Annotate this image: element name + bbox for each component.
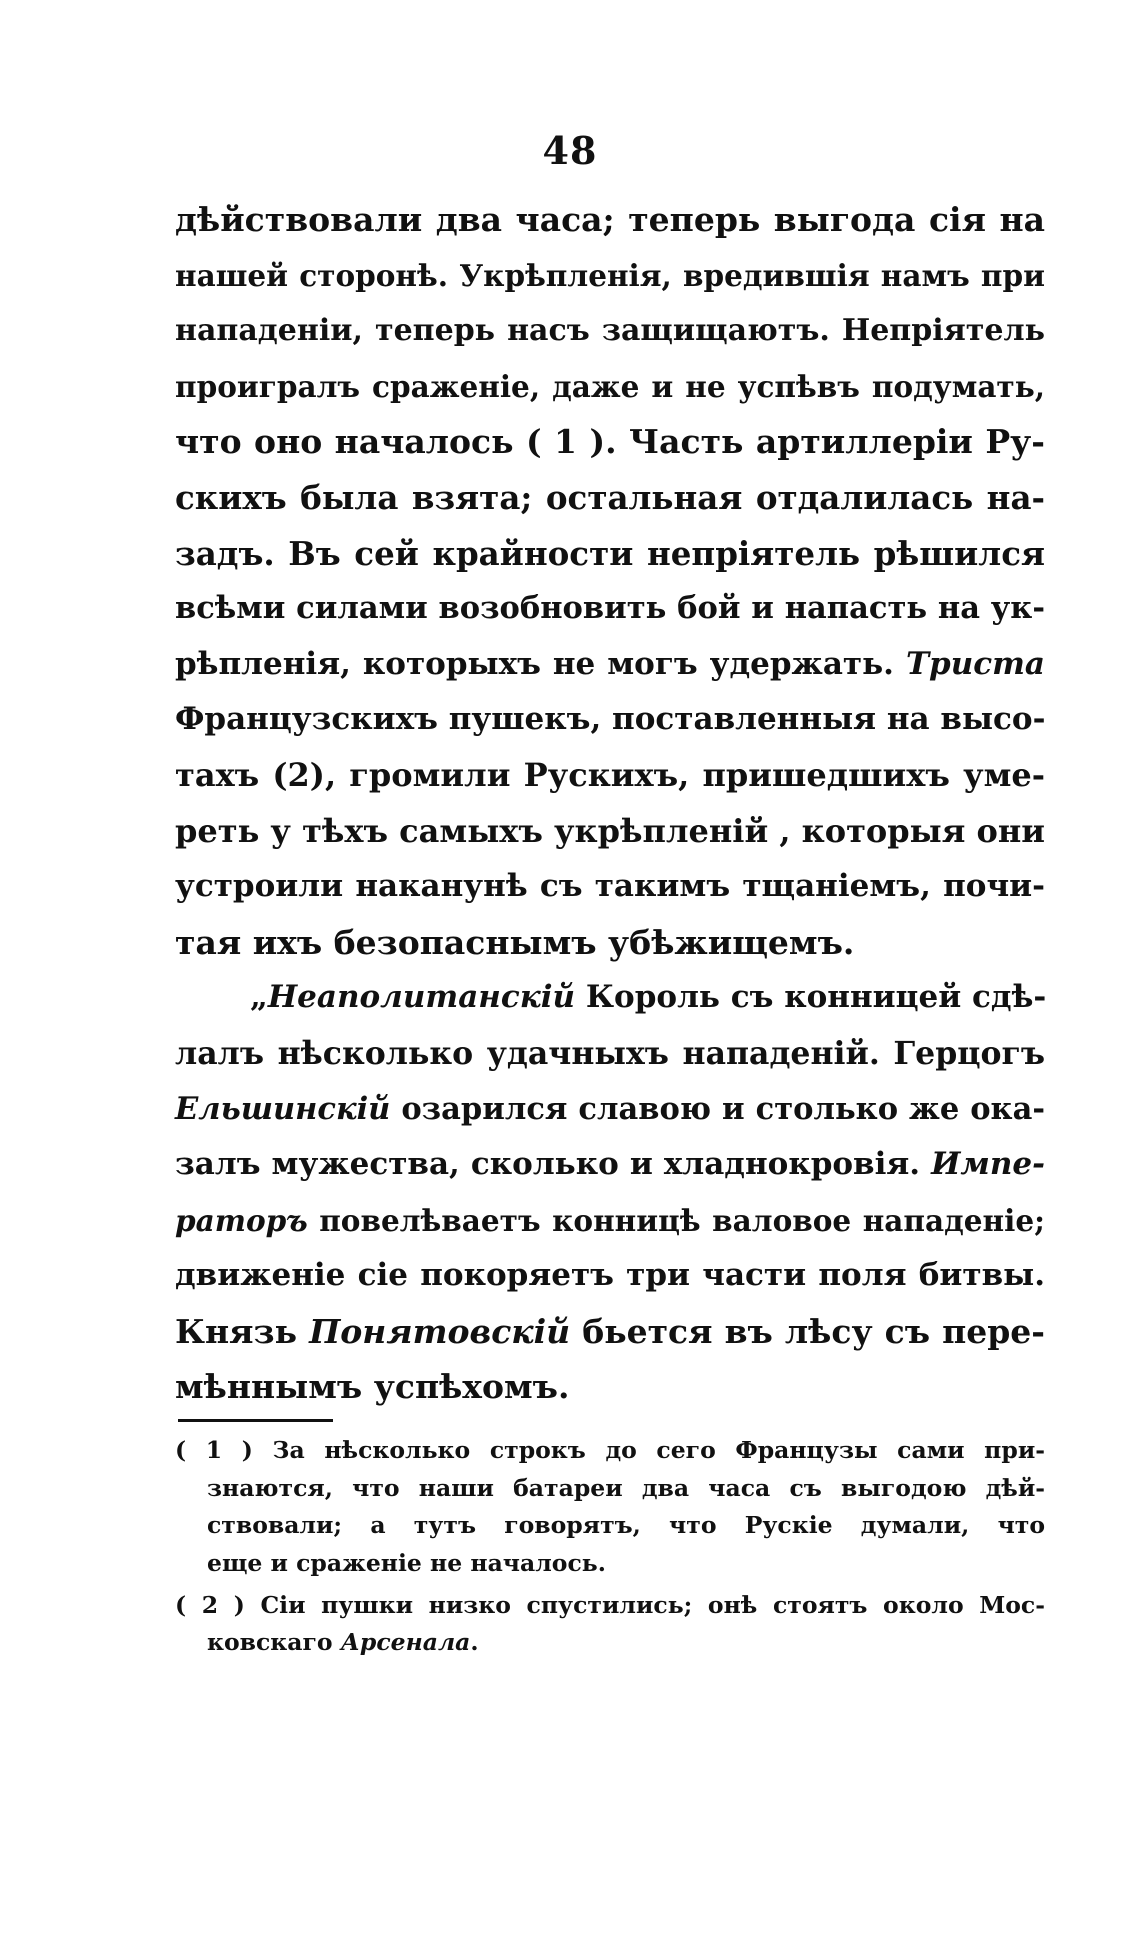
text-segment: мѣннымъ успѣхомъ. bbox=[175, 1367, 570, 1407]
text-segment: . bbox=[470, 1628, 479, 1657]
footnote-divider bbox=[178, 1419, 333, 1422]
text-line bbox=[175, 692, 1045, 748]
text-segment: движеніе сіе покоряетъ три части поля битвы. bbox=[175, 1257, 1045, 1294]
text-segment: всѣми силами возобновить бой и напасть на ук- bbox=[175, 590, 1045, 627]
text-line bbox=[175, 637, 1045, 693]
italic-segment: Неаполитанскій bbox=[267, 979, 576, 1016]
footnote-1 bbox=[175, 1432, 1045, 1583]
footnote-line bbox=[175, 1470, 1045, 1508]
text-segment: знаются, что наши батареи два часа съ выгодою дѣй- bbox=[207, 1473, 1045, 1502]
text-segment: Король съ конницей сдѣ- bbox=[575, 979, 1047, 1016]
text-segment: „ bbox=[250, 979, 268, 1016]
footnote-line bbox=[175, 1507, 1045, 1545]
italic-segment: Понятовскій bbox=[309, 1311, 571, 1351]
text-line bbox=[175, 1082, 1045, 1138]
italic-segment: Ельшинскій bbox=[175, 1090, 391, 1127]
text-line bbox=[175, 303, 1045, 359]
text-line bbox=[175, 1248, 1045, 1304]
text-line bbox=[175, 1026, 1045, 1082]
italic-segment: раторъ bbox=[175, 1202, 308, 1238]
footnotes bbox=[175, 1432, 1045, 1662]
text-segment: скихъ была взята; остальная отдалилась на- bbox=[175, 477, 1045, 517]
footnote-line bbox=[175, 1432, 1045, 1470]
text-line bbox=[175, 526, 1045, 582]
text-segment: рѣпленія, которыхъ не могъ удержать. bbox=[175, 645, 906, 682]
text-segment: бьется въ лѣсу съ пере- bbox=[570, 1311, 1046, 1351]
text-line bbox=[175, 804, 1045, 860]
text-segment: озарился славою и столько же ока- bbox=[390, 1090, 1045, 1127]
text-segment: проигралъ сраженіе, даже и не успѣвъ подумать, bbox=[175, 368, 1045, 404]
text-line bbox=[175, 192, 1045, 248]
text-segment: ( 2 ) Сіи пушки низко спустились; онѣ стоятъ около Мос- bbox=[175, 1590, 1045, 1619]
text-line bbox=[175, 581, 1045, 637]
footnote-line bbox=[175, 1587, 1045, 1625]
page-number: 48 bbox=[542, 128, 598, 173]
text-line bbox=[175, 1359, 1045, 1415]
text-segment: что оно началось ( 1 ). Часть артиллеріи Ру- bbox=[175, 422, 1045, 462]
footnote-2 bbox=[175, 1587, 1045, 1662]
text-segment: нападеніи, теперь насъ защищаютъ. Непріятель bbox=[175, 313, 1045, 349]
footnote-line bbox=[175, 1545, 1045, 1583]
italic-segment: Импе- bbox=[931, 1146, 1045, 1183]
text-segment: ( 1 ) За нѣсколько строкъ до сего Французы сами при- bbox=[175, 1436, 1045, 1464]
text-line bbox=[175, 414, 1045, 470]
text-segment: ковскаго bbox=[207, 1628, 341, 1657]
text-segment: лалъ нѣсколько удачныхъ нападеній. Герцогъ bbox=[175, 1034, 1045, 1072]
italic-segment: Триста bbox=[905, 645, 1045, 682]
text-segment: тая ихъ безопаснымъ убѣжищемъ. bbox=[175, 922, 855, 962]
text-segment: повелѣваетъ конницѣ валовое нападеніе; bbox=[307, 1202, 1045, 1238]
text-segment: ствовали; а тутъ говорятъ, что Рускіе думали, что bbox=[207, 1511, 1045, 1540]
text-segment: Князь bbox=[175, 1311, 310, 1351]
italic-segment: Арсенала bbox=[340, 1628, 471, 1657]
main-text bbox=[175, 192, 1045, 1415]
text-segment: тахъ (2), громили Рускихъ, пришедшихъ уме- bbox=[175, 755, 1045, 794]
text-line bbox=[175, 915, 1045, 971]
text-segment: еще и сраженіе не началось. bbox=[207, 1549, 606, 1578]
text-line bbox=[175, 359, 1045, 415]
text-line bbox=[175, 1137, 1045, 1193]
text-line bbox=[175, 970, 1045, 1026]
text-line bbox=[175, 1193, 1045, 1249]
text-segment: реть у тѣхъ самыхъ укрѣпленій , которыя они bbox=[175, 811, 1045, 850]
text-line bbox=[175, 748, 1045, 804]
text-segment: нашей сторонѣ. Укрѣпленія, вредившія намъ при bbox=[175, 257, 1045, 293]
text-segment: залъ мужества, сколько и хладнокровія. bbox=[175, 1146, 932, 1183]
text-line bbox=[175, 1304, 1045, 1360]
text-line bbox=[175, 470, 1045, 526]
text-segment: дѣйствовали два часа; теперь выгода сія на bbox=[175, 200, 1045, 239]
text-segment: Французскихъ пушекъ, поставленныя на высо- bbox=[175, 701, 1046, 738]
text-line bbox=[175, 248, 1045, 304]
text-segment: задъ. Въ сей крайности непріятель рѣшился bbox=[175, 533, 1045, 573]
text-segment: устроили наканунѣ съ такимъ тщаніемъ, почи- bbox=[175, 868, 1045, 905]
footnote-line bbox=[175, 1624, 1045, 1662]
text-line bbox=[175, 859, 1045, 915]
